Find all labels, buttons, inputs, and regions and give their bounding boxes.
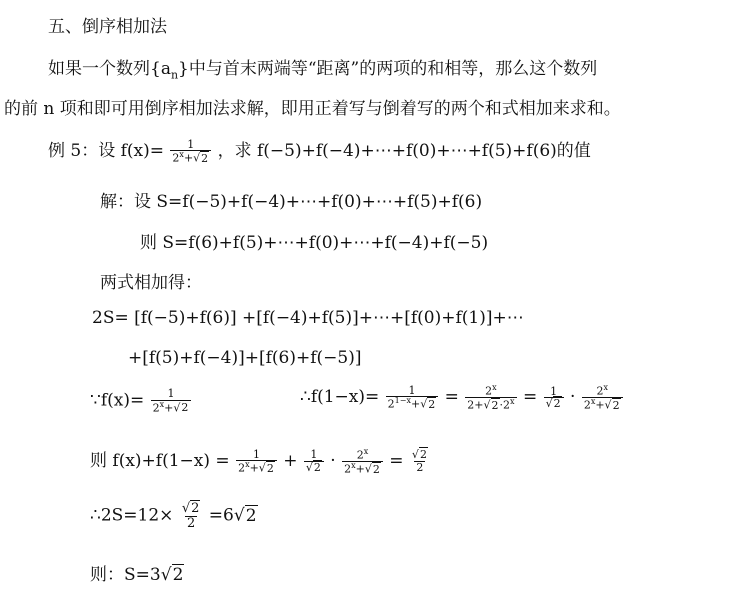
solution-line-6-right: ∴f(1−x)= $\frac{1}{2^{1-x}+√2}$ = $\frac{2^x}{2+√2\cdot 2^x}$ = $\frac{1}{√2}$ · $\frac{2^x}{2^x+√2}$ (300, 384, 624, 411)
fraction-numerator: 1 (187, 137, 195, 151)
intro-line-2 (4, 94, 621, 119)
example-fraction (170, 139, 211, 165)
solution-text-3: 两式相加得： (100, 273, 202, 293)
sum-num-4: √2 (411, 448, 427, 462)
f1mx-den-3: √2 (544, 397, 564, 410)
sum-num-1: 1 (252, 447, 260, 461)
solution-line-7: 则 f(x)+f(1−x) = $\frac{1}{2^x+√2}$ + $\frac{1}{√2}$ · $\frac{2^x}{2^x+√2}$ = $\frac{√2}{2}$ (90, 446, 431, 475)
intro-text-2: 的前 n 项和即可用倒序相加法求解，即用正着写与倒着写的两个和式相加来求和。 (4, 99, 621, 119)
fraction-denominator: $2^x+√2$ (170, 150, 211, 164)
solution-line-1 (100, 187, 482, 212)
solution-line-9: 则：S=3√2 (90, 565, 184, 585)
fx-den: $2^x+√2$ (151, 400, 192, 414)
sum-fraction-1 (236, 449, 277, 475)
f1mx-fraction-4 (582, 384, 623, 411)
sum-fraction-4 (410, 449, 430, 473)
f1mx-den-4: $2^x+√2$ (582, 397, 623, 411)
sum-den-3: $2^x+√2$ (342, 461, 383, 475)
final-radicand: 2 (172, 565, 184, 585)
f1mx-den-1: $2^{1-x}+√2$ (386, 396, 439, 410)
intro-text-a: 如果一个数列{a (48, 59, 171, 79)
solution-line-6-left (90, 388, 192, 414)
f1mx-den-2: $2+√2\cdot 2^x$ (467, 397, 515, 412)
because-fx: ∵f(x)= (90, 390, 145, 411)
sum-fraction-3 (342, 448, 383, 475)
example-rest: ，求 f(−5)+f(−4)+⋯+f(0)+⋯+f(5)+f(6)的值 (217, 141, 591, 161)
solution-line-2 (140, 228, 488, 253)
f1mx-num-1: 1 (408, 383, 416, 397)
sum-den-1: $2^x+√2$ (236, 460, 277, 474)
sum-fraction-2 (304, 449, 324, 473)
solution-line-8: ∴2S=12× $\frac{√2}{2}$ =6√2 (90, 501, 257, 531)
f1mx-fraction-3 (544, 386, 564, 410)
intro-text-b: }中与首末两端等“距离”的两项的和相等，那么这个数列 (178, 59, 598, 79)
solution-line-3 (100, 268, 202, 293)
two-s-lead: ∴2S=12× (90, 505, 174, 526)
solution-line-5 (128, 348, 361, 368)
two-s-tail: =6 (208, 505, 234, 526)
solution-text-5: +[f(5)+f(−4)]+[f(6)+f(−5)] (128, 348, 362, 368)
two-s-den: 2 (186, 515, 196, 531)
solution-line-4 (92, 308, 524, 328)
f1mx-num-4: 2$^x$ (596, 383, 608, 398)
two-s-num: √2 (181, 501, 200, 516)
section-heading (48, 12, 167, 37)
sum-lead: 则 f(x)+f(1−x) = (90, 451, 230, 471)
final-lead: 则：S=3 (90, 565, 161, 585)
fx-fraction (151, 388, 192, 414)
intro-line-1 (48, 54, 597, 81)
two-s-fraction (180, 502, 203, 530)
example-label: 例 5：设 f(x)= (48, 141, 165, 161)
fx-num: 1 (167, 387, 175, 400)
sum-num-2: 1 (310, 448, 318, 462)
sum-den-2: √2 (304, 461, 324, 474)
heading-text: 五、倒序相加法 (48, 17, 167, 37)
f1mx-num-3: 1 (550, 384, 558, 398)
f1mx-num-2: 2$^x$ (485, 383, 497, 398)
example-statement (48, 136, 591, 164)
f1mx-fraction-2 (465, 384, 516, 411)
sum-num-3: 2$^x$ (356, 446, 369, 462)
solution-text-2: 则 S=f(6)+f(5)+⋯+f(0)+⋯+f(−4)+f(−5) (140, 233, 489, 253)
two-s-radicand: 2 (245, 505, 257, 526)
sum-den-4: 2 (416, 461, 424, 474)
f1mx-fraction-1 (386, 385, 439, 411)
solution-text-1: 解：设 S=f(−5)+f(−4)+⋯+f(0)+⋯+f(5)+f(6) (100, 192, 483, 212)
subscript-n: n (170, 68, 179, 82)
solution-text-4: 2S= [f(−5)+f(6)] +[f(−4)+f(5)]+⋯+[f(0)+f(1)]+⋯ (92, 308, 524, 328)
therefore-f1mx: ∴f(1−x)= (300, 387, 380, 408)
